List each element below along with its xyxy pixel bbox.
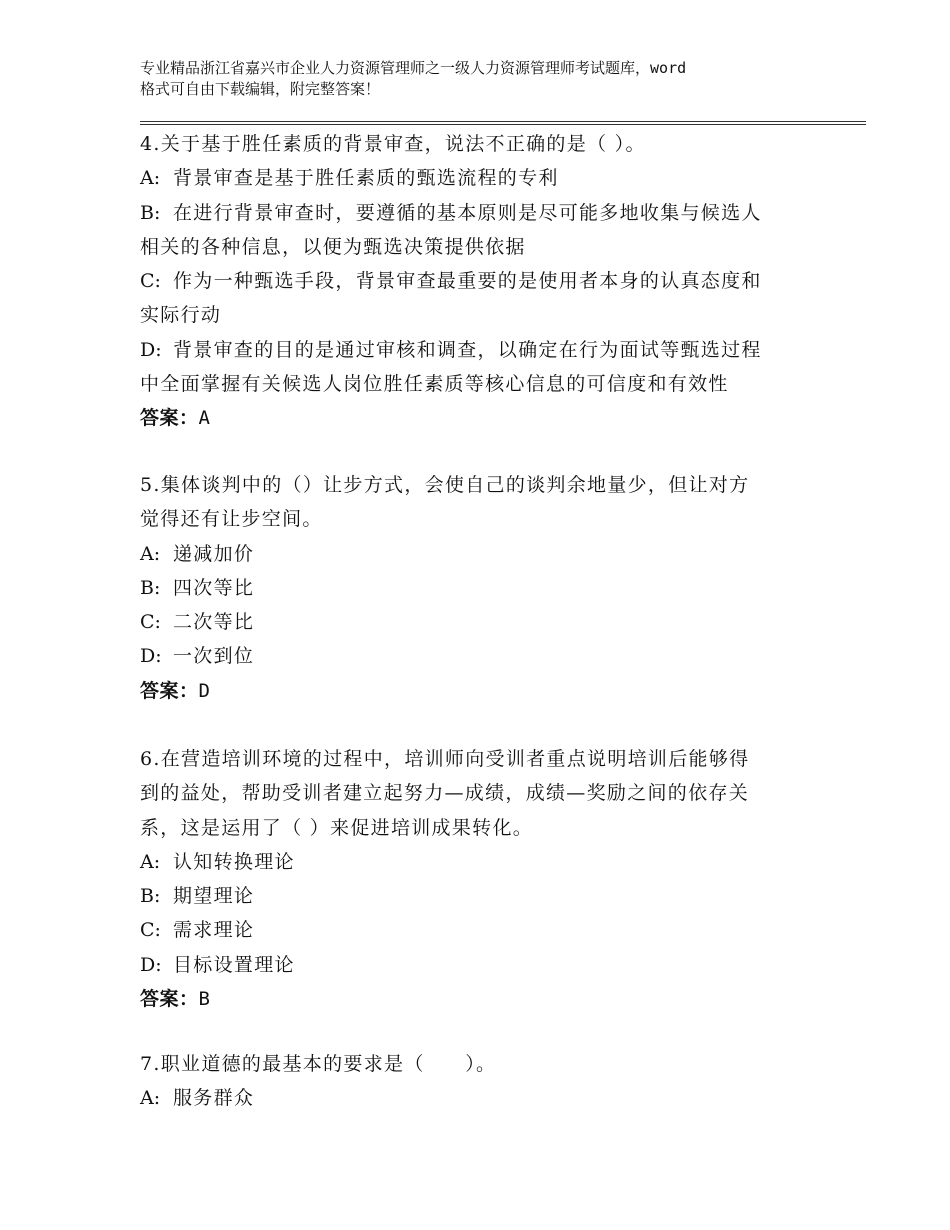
option-line xyxy=(140,298,820,332)
question-block xyxy=(140,742,820,1016)
option-key: A: xyxy=(140,850,161,873)
option-key: A: xyxy=(140,1087,161,1110)
answer-line xyxy=(140,401,820,435)
header-divider xyxy=(140,121,866,122)
option-text: 背景审查的目的是通过审核和调查，以确定在行为面试等甄选过程 xyxy=(173,338,762,361)
option-text: 认知转换理论 xyxy=(173,850,295,873)
option-line xyxy=(140,948,820,982)
question-stem-line: 5.集体谈判中的（）让步方式，会使自己的谈判余地量少，但让对方 xyxy=(140,474,750,496)
option-line xyxy=(140,845,820,879)
option-key: B: xyxy=(140,201,161,224)
option-key: D: xyxy=(140,338,162,361)
question-stem-line: 觉得还有让步空间。 xyxy=(140,508,323,531)
option-text: 相关的各种信息，以便为甄选决策提供依据 xyxy=(140,235,526,258)
option-line xyxy=(140,367,820,401)
option-key: C: xyxy=(140,919,161,942)
option-line xyxy=(140,913,820,947)
option-text: 作为一种甄选手段，背景审查最重要的是使用者本身的认真态度和 xyxy=(173,270,762,293)
answer-value: A xyxy=(198,407,211,430)
option-line xyxy=(140,605,820,639)
answer-label: 答案： xyxy=(140,407,199,430)
option-line xyxy=(140,264,820,298)
answer-line xyxy=(140,982,820,1016)
option-text: 一次到位 xyxy=(173,645,255,668)
option-line xyxy=(140,879,820,913)
question-stem-line: 4.关于基于胜任素质的背景审查，说法不正确的是（ ）。 xyxy=(140,133,646,155)
option-key: B: xyxy=(140,576,161,599)
option-line xyxy=(140,230,820,264)
option-line xyxy=(140,639,820,673)
option-key: A: xyxy=(140,167,161,190)
option-text: 服务群众 xyxy=(173,1087,255,1110)
question-block xyxy=(140,1047,820,1116)
option-text: 背景审查是基于胜任素质的甄选流程的专利 xyxy=(173,167,559,190)
header-line-2: 格式可自由下载编辑，附完整答案！ xyxy=(140,80,381,98)
option-key: C: xyxy=(140,270,161,293)
option-text: 需求理论 xyxy=(173,919,255,942)
option-text: 目标设置理论 xyxy=(173,953,295,976)
option-line xyxy=(140,161,820,195)
answer-line xyxy=(140,674,820,708)
option-key: D: xyxy=(140,953,162,976)
option-key: A: xyxy=(140,542,161,565)
question-stem-line: 7.职业道德的最基本的要求是（ ）。 xyxy=(140,1053,497,1075)
question-stem-line: 系，这是运用了（ ）来促进培训成果转化。 xyxy=(140,816,534,839)
answer-label: 答案： xyxy=(140,988,199,1011)
option-text: 在进行背景审查时，要遵循的基本原则是尽可能多地收集与候选人 xyxy=(173,201,762,224)
option-key: D: xyxy=(140,645,162,668)
question-block xyxy=(140,468,820,708)
option-line xyxy=(140,196,820,230)
option-key: B: xyxy=(140,885,161,908)
answer-value: B xyxy=(198,988,211,1011)
answer-value: D xyxy=(198,679,211,702)
option-text: 四次等比 xyxy=(173,576,255,599)
option-line xyxy=(140,571,820,605)
question-block xyxy=(140,127,820,436)
option-text: 实际行动 xyxy=(140,304,222,327)
option-key: C: xyxy=(140,611,161,634)
header-line-1: 专业精品浙江省嘉兴市企业人力资源管理师之一级人力资源管理师考试题库，word xyxy=(140,59,687,77)
option-text: 二次等比 xyxy=(173,611,255,634)
option-text: 递减加价 xyxy=(173,542,255,565)
answer-label: 答案： xyxy=(140,679,199,702)
option-text: 期望理论 xyxy=(173,885,255,908)
header-divider xyxy=(140,124,866,125)
option-line xyxy=(140,1081,820,1115)
question-stem-line: 到的益处，帮助受训者建立起努力—成绩，成绩—奖励之间的依存关 xyxy=(140,782,750,805)
option-text: 中全面掌握有关候选人岗位胜任素质等核心信息的可信度和有效性 xyxy=(140,373,729,396)
document-header xyxy=(140,58,840,100)
question-stem-line: 6.在营造培训环境的过程中，培训师向受训者重点说明培训后能够得 xyxy=(140,748,750,770)
option-line xyxy=(140,333,820,367)
option-line xyxy=(140,537,820,571)
